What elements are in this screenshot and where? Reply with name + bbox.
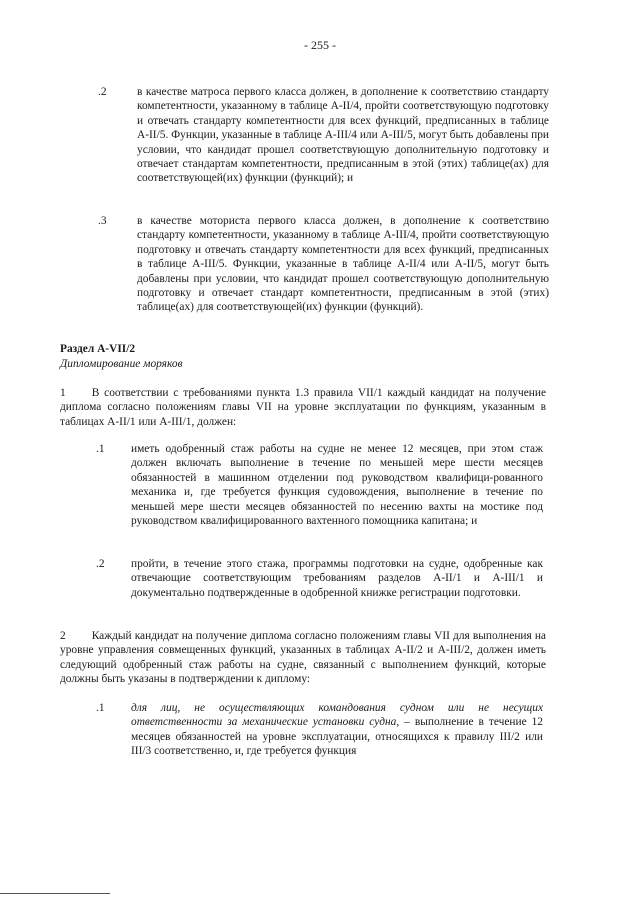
item-number: .2 [96,558,105,570]
paragraph-text: Каждый кандидат на получение диплома согласно положениям главы VII для выполнения на уровне управления совмещенных функций, указанных в таблицах A-II/2 и A-III/2, должен иметь следующий одобренный стаж работы на судне, связанный с выполнением функций, которые должны быть указаны в подтверждении к диплому: [60,630,546,686]
item-number: .3 [98,215,107,227]
paragraph-1 [60,386,546,429]
paragraph-text: В соответствии с требованиями пункта 1.3 правила VII/1 каждый кандидат на получение диплома согласно положениям главы VII на уровне эксплуатации по функциям, указанным в таблицах A-II/1 или A-III/1, должен: [60,387,546,428]
item-plain-text: – выполнение в течение 12 месяцев обязанностей на уровне эксплуатации, относящихся к правилу III/2 или III/3 соответственно, и, где требуется функция [131,716,543,758]
footer-divider [0,893,110,894]
item-text [131,701,543,759]
item-number: .1 [96,443,105,455]
section-heading: Раздел A-VII/2 [60,343,136,355]
page-number: - 255 - [304,38,336,52]
paragraph-2 [60,629,546,687]
paragraph-number: 2 [60,630,66,642]
paragraph-number: 1 [60,387,66,399]
item-number: .1 [96,702,105,714]
item-italic-text: для лиц, не осуществляющих командования судном или не несущих ответственности за механические установки судна, [131,702,543,729]
item-text: в качестве матроса первого класса должен, в дополнение к соответствию стандарту компетентности, указанному в таблице A-II/4, пройти соответствующую подготовку и отвечать стандарту компетентности для всех функций, предписанных в таблице A-II/5. Функции, указанные в таблице A-III/4 или A-III/5, могут быть добавлены при условии, что кандидат прошел соответствующую дополнительную подготовку и отвечает стандартам компетентности, предписанным в этой (этих) таблице(ах) для соответствующей(их) функции (функций); и [137,86,549,185]
item-text: пройти, в течение этого стажа, программы подготовки на судне, одобренные как отвечающие соответствующим требованиям разделов A-II/1 и A-III/1 и документально подтвержденные в одобренной книжке регистрации подготовки. [131,558,543,599]
item-text: в качестве моториста первого класса должен, в дополнение к соответствию стандарту компетентности, указанному в таблице A-III/4, пройти соответствующую подготовку и отвечать стандарту компетентности для всех функций, предписанных в таблице A-III/5. Функции, указанные в таблице A-II/4 или A-II/5, могут быть добавлены при условии, что кандидат прошел соответствующую дополнительную подготовку и отвечает стандарт компетентности, предписанным в этой (этих) таблице(ах) для соответствующей(их) функции (функций). [137,215,549,314]
item-text: иметь одобренный стаж работы на судне не менее 12 месяцев, при этом стаж должен включать выполнение в течение по меньшей мере шести месяцев обязанностей в машинном отделении под руководством квалифици-рованного механика и, где требуется функция судовождения, выполнение в течение по меньшей мере шести месяцев обязанностей по несению вахты на мостике под руководством квалифицированного вахтенного помощника капитана; и [131,443,543,528]
item-number: .2 [98,86,107,98]
section-subheading: Дипломирование моряков [60,358,183,370]
